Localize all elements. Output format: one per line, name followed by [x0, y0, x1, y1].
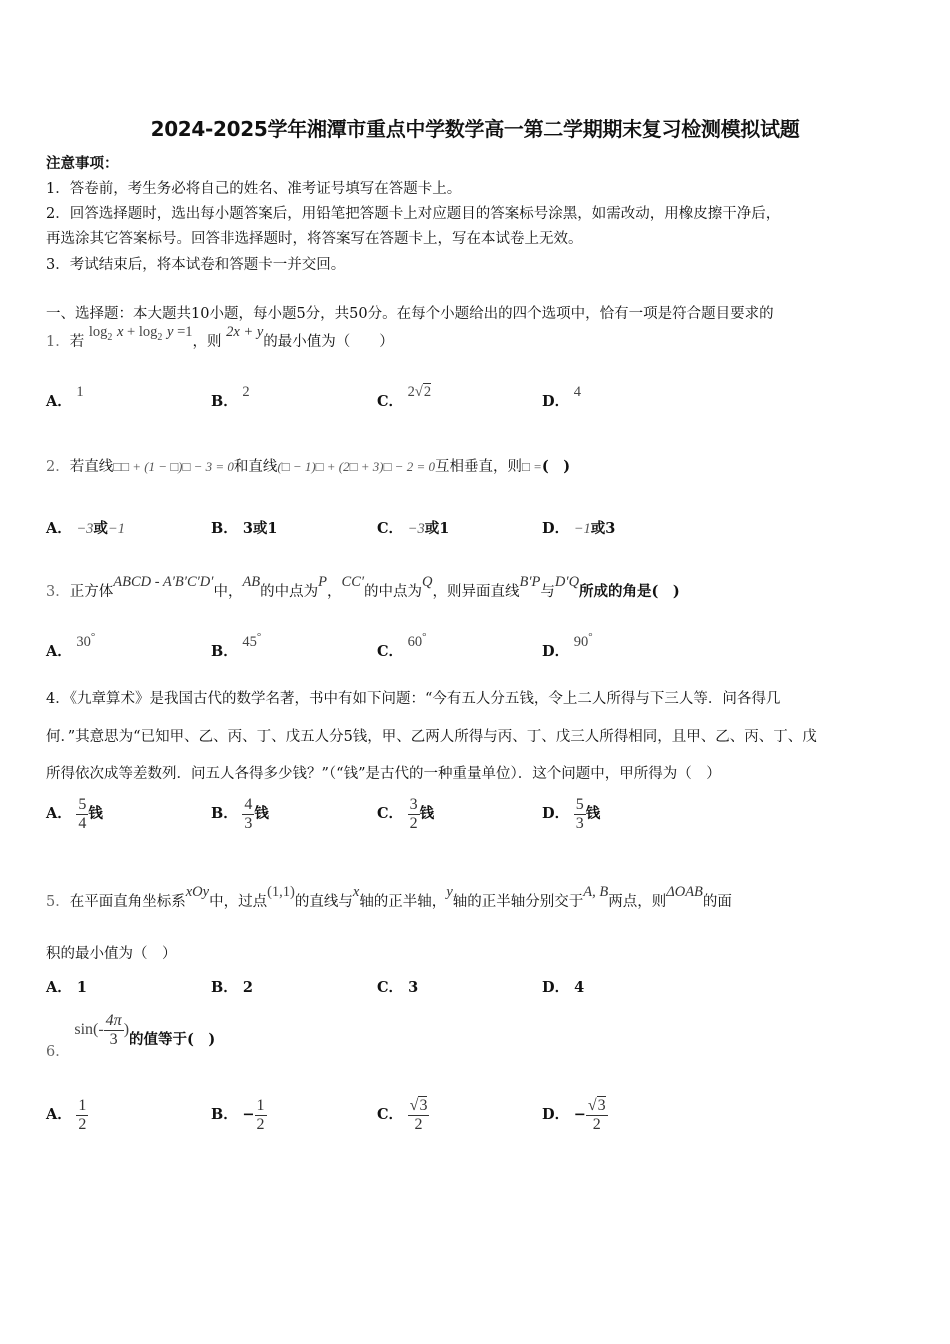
section-heading: 一、选择题：本大题共10小题，每小题5分，共50分。在每个小题给出的四个选项中，恰有一项是符合题目要求的	[46, 306, 774, 322]
q2-option-c[interactable]: C． −3或1	[377, 520, 450, 537]
q2-option-a[interactable]: A． −3或−1	[46, 520, 125, 537]
q4-option-a[interactable]: A． $\frac{5}{4}$ 钱	[46, 796, 103, 832]
q2-line-2: (□ − 1)□ + (2□ + 3)□ − 2 = 0	[277, 459, 435, 474]
q5-line-2: 积的最小值为（ ）	[46, 946, 177, 962]
q3-option-b[interactable]: B． 45°	[211, 631, 262, 660]
q1-option-c[interactable]: C． 2√2	[377, 384, 432, 410]
q3-option-c[interactable]: C． 60°	[377, 631, 427, 660]
question-3: 3．正方体ABCD - A′B′C′D′中，AB的中点为P，CC′的中点为Q，则异面直线B′P与D′Q所成的角是( )	[46, 574, 680, 600]
question-2: 2．若直线□□ + (1 − □)□ − 3 = 0和直线(□ − 1)□ + (2□ + 3)□ − 2 = 0互相垂直，则□ =( )	[46, 458, 571, 475]
q1-post: 的最小值为（ ）	[263, 334, 394, 350]
q4-line-2: 何．”其意思为“已知甲、乙、丙、丁、戊五人分5钱，甲、乙两人所得与丙、丁、戊三人所得相同，且甲、乙、丙、丁、戊	[46, 729, 817, 745]
q6-option-b[interactable]: B． − $\frac{1}{2}$	[211, 1097, 265, 1133]
q2-option-b[interactable]: B． 3或1	[211, 520, 278, 537]
q4-option-c[interactable]: C． $\frac{3}{2}$ 钱	[377, 796, 435, 832]
q2-option-d[interactable]: D． −1或3	[542, 520, 616, 537]
question-1	[46, 324, 394, 353]
q5-option-d[interactable]: D． 4	[542, 979, 585, 996]
q5-option-c[interactable]: C． 3	[377, 979, 419, 996]
q1-option-d[interactable]: D． 4	[542, 384, 581, 410]
q1-option-b[interactable]: B． 2	[211, 384, 250, 410]
question-6: 6． sin(- $\frac{4\pi}{3}$ )的值等于( )	[46, 1012, 216, 1061]
question-5: 5．在平面直角坐标系xOy中，过点(1,1)的直线与x轴的正半轴，y轴的正半轴分别交于A, B两点，则ΔOAB的面	[46, 884, 732, 910]
q1-pre: 若	[69, 334, 85, 350]
q4-option-d[interactable]: D． $\frac{5}{3}$ 钱	[542, 796, 601, 832]
q5-option-b[interactable]: B． 2	[211, 979, 253, 996]
q4-line-1: 4．《九章算术》是我国古代的数学名著，书中有如下问题：“今有五人分五钱，令上二人所得与下三人等．问各得几	[46, 691, 781, 707]
q6-option-c[interactable]: C． $\frac{√3}{2}$	[377, 1097, 428, 1133]
q3-cube: ABCD - A′B′C′D′	[113, 574, 214, 590]
q4-option-b[interactable]: B． $\frac{4}{3}$ 钱	[211, 796, 269, 832]
notice-item-2: 2．回答选择题时，选出每小题答案后，用铅笔把答题卡上对应题目的答案标号涂黑，如需改动，用橡皮擦干净后，	[46, 206, 781, 222]
q5-option-a[interactable]: A． 1	[46, 979, 87, 996]
notice-item-3: 3．考试结束后，将本试卷和答题卡一并交回。	[46, 257, 346, 273]
q6-option-a[interactable]: A． $\frac{1}{2}$	[46, 1097, 87, 1133]
q1-mid: ，则	[192, 334, 222, 350]
notice-heading: 注意事项：	[46, 155, 119, 172]
q3-option-d[interactable]: D． 90°	[542, 631, 593, 660]
q1-condition: $\log_2 x + \log_2 y =1$	[88, 324, 193, 343]
q1-target-expr: 2x + y	[226, 324, 264, 340]
q6-option-d[interactable]: D． − $\frac{√3}{2}$	[542, 1097, 606, 1133]
notice-item-2-cont: 再选涂其它答案标号。回答非选择题时，将答案写在答题卡上，写在本试卷上无效。	[46, 231, 583, 247]
q4-line-3: 所得依次成等差数列．问五人各得多少钱？”（“钱”是古代的一种重量单位）．这个问题中，甲所得为（ ）	[46, 766, 721, 782]
q3-option-a[interactable]: A． 30°	[46, 631, 96, 660]
q1-option-a[interactable]: A． 1	[46, 384, 84, 410]
q1-number: 1．	[46, 334, 70, 350]
page-title: 2024-2025学年湘潭市重点中学数学高一第二学期期末复习检测模拟试题	[150, 117, 800, 141]
notice-item-1: 1．答卷前，考生务必将自己的姓名、准考证号填写在答题卡上。	[46, 181, 462, 197]
q2-line-1: □□ + (1 − □)□ − 3 = 0	[113, 459, 234, 474]
